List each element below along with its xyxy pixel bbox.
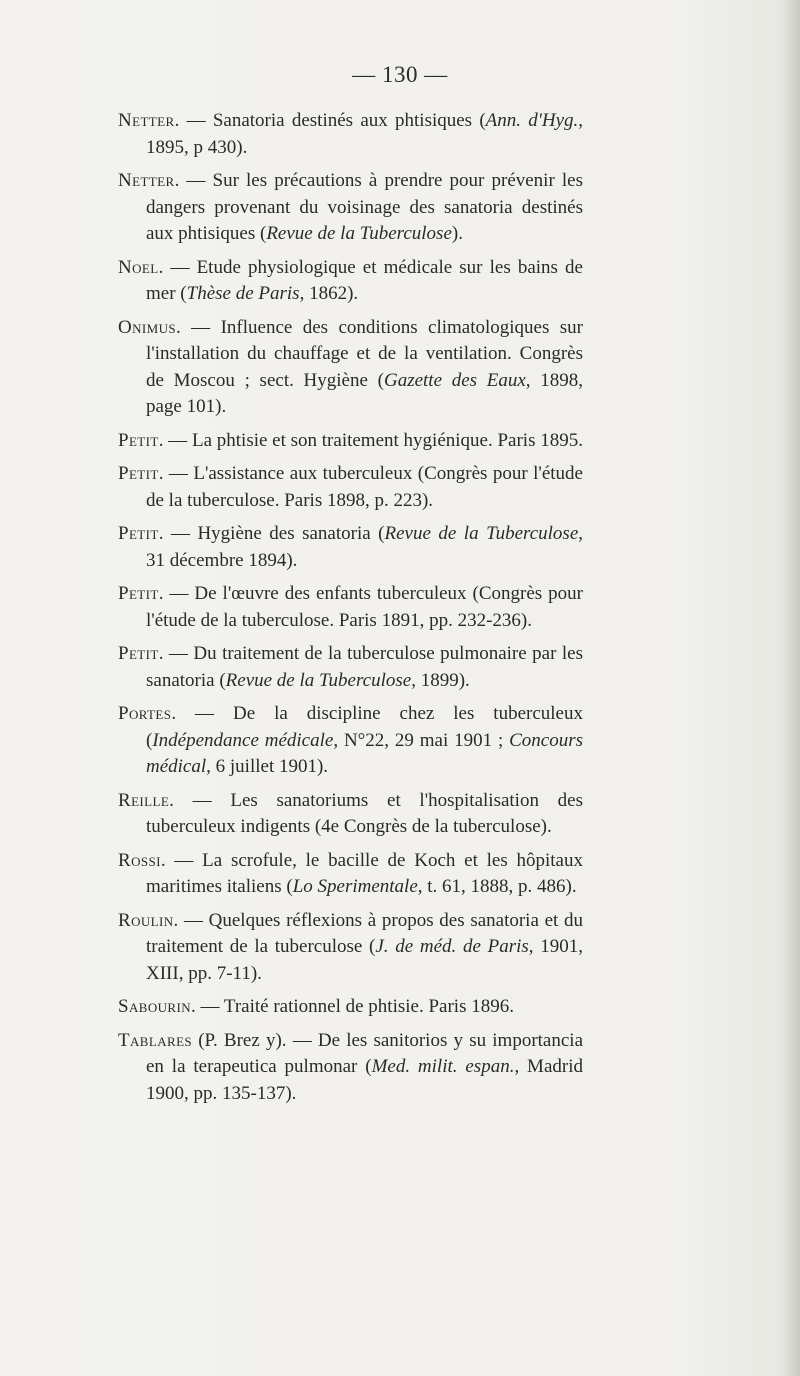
entry-text: . — Sanatoria destinés aux phtisiques ( xyxy=(174,110,486,131)
page-number: — 130 — xyxy=(352,62,448,87)
entry-text: . — Quelques réflexions à propos des sanatoria et du traitement de la tuberculose ( xyxy=(146,909,583,957)
entry-author: Tablares xyxy=(118,1029,193,1051)
entry-source: Revue de la Tuberculose xyxy=(266,223,452,244)
entry-source: Gazette des Eaux xyxy=(383,369,526,391)
bibliography-entry xyxy=(118,168,583,248)
entry-text-2: , 1895, p 430). xyxy=(146,110,584,158)
bibliography-entry xyxy=(118,521,583,574)
entry-text: . — La scrofule, le bacille de Koch et les hôpitaux maritimes italiens ( xyxy=(146,849,583,897)
bibliography-entry xyxy=(118,701,583,781)
entry-author: Petit xyxy=(118,523,159,544)
bibliography-entry xyxy=(118,315,583,421)
entry-author: Petit xyxy=(118,429,159,451)
entry-source: Revue de la Tuberculose xyxy=(225,669,412,691)
entry-author: Noel xyxy=(118,256,159,278)
entry-source: Lo Sperimentale xyxy=(292,876,418,897)
entry-text-2: ). xyxy=(451,223,463,244)
entry-text-2: , 1899). xyxy=(411,669,470,691)
entry-text-2: , 31 décembre 1894). xyxy=(146,523,583,571)
entry-author: Roulin xyxy=(118,909,174,931)
entry-author: Sabourin xyxy=(118,996,191,1017)
entry-text: . — Hygiène des sanatoria ( xyxy=(158,523,385,544)
entry-text: . — Du traitement de la tuberculose pulmonaire par les sanatoria ( xyxy=(146,643,583,691)
entry-text-3: , 6 juillet 1901). xyxy=(206,756,329,777)
entry-author: Netter xyxy=(118,110,175,131)
entry-text: . — Etude physiologique et médicale sur les bains de mer ( xyxy=(146,256,583,304)
bibliography-entry xyxy=(118,108,583,161)
entry-text-2: , 1901, XIII, pp. 7-11). xyxy=(146,936,583,984)
bibliography-entry xyxy=(118,908,583,988)
entry-text: . — De l'œuvre des enfants tuberculeux (Congrès pour l'étude de la tuberculose. Paris 1891, pp. 232-236). xyxy=(146,583,583,631)
entry-text: . — De la discipline chez les tuberculeux ( xyxy=(146,703,583,751)
entry-text-2: , N°22, 29 mai 1901 ; xyxy=(333,729,510,751)
entry-text-2: , Madrid 1900, pp. 135-137). xyxy=(146,1056,583,1104)
bibliography-entry xyxy=(118,461,583,514)
entry-text-2: , 1898, page 101). xyxy=(146,369,584,417)
entry-text-2: , 1862). xyxy=(299,283,359,304)
entry-source: J. de méd. de Paris xyxy=(375,936,529,957)
bibliography-list xyxy=(118,108,583,1114)
entry-source-2: Concours médical xyxy=(146,729,583,777)
entry-author: Petit xyxy=(118,643,159,664)
bibliography-entry xyxy=(118,255,583,308)
entry-source: Indépendance médicale xyxy=(152,729,334,751)
entry-text: . — Les sanatoriums et l'hospitalisation des tuberculeux indigents (4e Congrès de la tuberculose). xyxy=(146,789,583,837)
entry-text: . — L'assistance aux tuberculeux (Congrès pour l'étude de la tuberculose. Paris 1898, p. 223). xyxy=(146,463,583,511)
entry-author: Reille xyxy=(118,789,170,811)
entry-source: Revue de la Tuberculose xyxy=(384,523,579,544)
entry-author: Netter xyxy=(118,170,175,191)
entry-text: . — La phtisie et son traitement hygiénique. Paris 1895. xyxy=(158,429,583,451)
entry-source: Ann. d'Hyg. xyxy=(485,110,579,131)
bibliography-entry xyxy=(118,581,583,634)
entry-author: Petit xyxy=(118,463,159,484)
bibliography-entry xyxy=(118,1028,583,1108)
entry-author: Rossi xyxy=(118,849,161,871)
entry-source: Med. milit. espan. xyxy=(371,1056,515,1077)
entry-author: Portes xyxy=(118,703,172,724)
bibliography-entry xyxy=(118,428,583,455)
page-edge-shadow xyxy=(782,0,800,1376)
entry-author: Onimus xyxy=(118,316,177,338)
entry-source: Thèse de Paris xyxy=(186,283,300,304)
entry-text: . — Sur les précautions à prendre pour prévenir les dangers provenant du voisinage des sanatoria destinés aux phtisiques ( xyxy=(146,170,583,244)
bibliography-entry xyxy=(118,848,583,901)
entry-text: (P. Brez y). — De les sanitorios y su importancia en la terapeutica pulmonar ( xyxy=(146,1029,583,1077)
bibliography-entry xyxy=(118,641,583,694)
bibliography-entry xyxy=(118,994,583,1021)
entry-text-2: , t. 61, 1888, p. 486). xyxy=(417,876,577,897)
entry-author: Petit xyxy=(118,583,159,604)
entry-text: . — Influence des conditions climatologiques sur l'installation du chauffage et de la ventilation. Congrès de Moscou ; sect. Hygiène ( xyxy=(146,316,583,391)
bibliography-entry xyxy=(118,788,583,841)
entry-text: . — Traité rationnel de phtisie. Paris 1896. xyxy=(191,996,514,1017)
